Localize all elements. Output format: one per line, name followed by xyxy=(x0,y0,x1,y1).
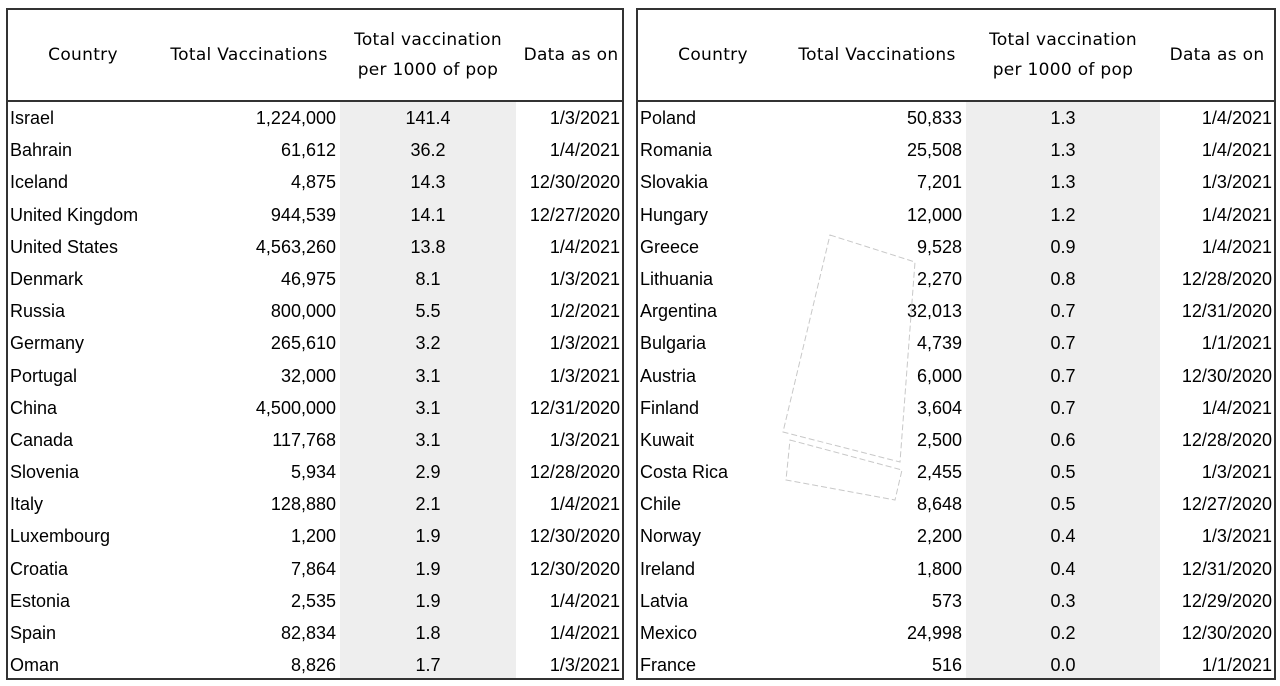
total-vaccinations-cell: 1,224,000 xyxy=(255,108,336,128)
per-1000-cell: 0.4 xyxy=(966,520,1160,552)
per-1000-cell: 0.0 xyxy=(966,649,1160,680)
country-cell: Iceland xyxy=(10,172,69,193)
date-cell: 12/28/2020 xyxy=(1181,268,1272,289)
table-row xyxy=(638,617,1274,649)
total-vaccinations-cell: 4,875 xyxy=(290,172,336,193)
per-1000-cell: 3.2 xyxy=(340,327,516,359)
total-vaccinations-cell: 4,563,260 xyxy=(255,236,336,257)
table-row xyxy=(638,360,1274,392)
per-1000-cell: 1.9 xyxy=(340,520,516,552)
table-row xyxy=(638,295,1274,327)
date-cell: 1/3/2021 xyxy=(549,365,620,386)
date-cell: 12/30/2020 xyxy=(529,526,620,547)
total-vaccinations-cell: 4,739 xyxy=(916,333,962,354)
date-cell: 1/4/2021 xyxy=(1201,236,1272,257)
table-row xyxy=(638,553,1274,585)
table-row xyxy=(8,327,622,359)
country-cell: Portugal xyxy=(10,365,78,386)
table-row xyxy=(638,520,1274,552)
country-cell: Slovakia xyxy=(640,172,709,193)
left-table-header xyxy=(8,10,622,102)
country-cell: Argentina xyxy=(640,301,718,322)
total-vaccinations-cell: 32,000 xyxy=(280,365,336,386)
per-1000-cell: 0.5 xyxy=(966,488,1160,520)
per-1000-cell: 3.1 xyxy=(340,424,516,456)
total-vaccinations-cell: 128,880 xyxy=(270,494,336,515)
date-cell: 1/1/2021 xyxy=(1201,333,1272,354)
total-vaccinations-cell: 2,455 xyxy=(916,462,962,483)
per-1000-cell: 0.7 xyxy=(966,295,1160,327)
total-vaccinations-cell: 2,200 xyxy=(916,526,962,547)
total-vaccinations-cell: 2,500 xyxy=(916,429,962,450)
total-vaccinations-cell: 50,833 xyxy=(906,108,962,128)
date-cell: 1/3/2021 xyxy=(549,429,620,450)
total-vaccinations-cell: 25,508 xyxy=(906,140,962,161)
country-cell: Romania xyxy=(640,140,713,161)
table-row xyxy=(8,231,622,263)
country-cell: Norway xyxy=(640,526,702,547)
country-cell: Israel xyxy=(10,108,55,128)
total-vaccinations-cell: 4,500,000 xyxy=(255,397,336,418)
total-vaccinations-cell: 2,270 xyxy=(916,268,962,289)
country-cell: Slovenia xyxy=(10,462,80,483)
total-vaccinations-cell: 82,834 xyxy=(280,623,336,643)
date-cell: 12/31/2020 xyxy=(529,397,620,418)
date-cell: 12/28/2020 xyxy=(529,462,620,483)
per-1000-cell: 3.1 xyxy=(340,360,516,392)
per-1000-cell: 1.3 xyxy=(966,102,1160,134)
total-vaccinations-cell: 32,013 xyxy=(906,301,962,322)
total-vaccinations-cell: 9,528 xyxy=(916,236,962,257)
per-1000-cell: 0.7 xyxy=(966,360,1160,392)
country-cell: Poland xyxy=(640,108,697,128)
table-row xyxy=(638,649,1274,680)
country-cell: Germany xyxy=(10,333,85,354)
header-per-1000 xyxy=(340,10,516,100)
country-cell: Mexico xyxy=(640,623,698,643)
per-1000-cell: 0.2 xyxy=(966,617,1160,649)
table-row xyxy=(8,360,622,392)
table-row xyxy=(638,231,1274,263)
date-cell: 1/2/2021 xyxy=(549,301,620,322)
table-row xyxy=(638,585,1274,617)
per-1000-cell: 0.9 xyxy=(966,231,1160,263)
total-vaccinations-cell: 8,826 xyxy=(290,655,336,676)
right-table-body xyxy=(638,102,1274,680)
left-table xyxy=(6,8,624,680)
left-table-body xyxy=(8,102,622,680)
country-cell: United States xyxy=(10,236,119,257)
date-cell: 1/4/2021 xyxy=(549,623,620,643)
country-cell: Costa Rica xyxy=(640,462,729,483)
date-cell: 1/4/2021 xyxy=(549,494,620,515)
per-1000-cell: 0.6 xyxy=(966,424,1160,456)
date-cell: 12/30/2020 xyxy=(529,558,620,579)
header-per-line-1: Total vaccination xyxy=(354,30,502,50)
per-1000-cell: 3.1 xyxy=(340,392,516,424)
table-row xyxy=(8,424,622,456)
per-1000-cell: 0.7 xyxy=(966,327,1160,359)
header-per-1000 xyxy=(966,10,1160,100)
date-cell: 1/4/2021 xyxy=(549,236,620,257)
header-total-vaccinations: Total Vaccinations xyxy=(798,45,956,65)
total-vaccinations-cell: 1,200 xyxy=(290,526,336,547)
per-1000-cell: 13.8 xyxy=(340,231,516,263)
header-data-as-on: Data as on xyxy=(1169,45,1265,65)
table-row xyxy=(8,295,622,327)
header-data-as-on: Data as on xyxy=(523,45,619,65)
table-row xyxy=(8,649,622,680)
total-vaccinations-cell: 516 xyxy=(931,655,962,676)
per-1000-cell: 1.9 xyxy=(340,553,516,585)
table-row xyxy=(638,488,1274,520)
per-1000-cell: 2.9 xyxy=(340,456,516,488)
country-cell: Oman xyxy=(10,655,60,676)
total-vaccinations-cell: 12,000 xyxy=(906,204,962,225)
table-row xyxy=(638,134,1274,166)
table-row xyxy=(8,488,622,520)
country-cell: Spain xyxy=(10,623,57,643)
total-vaccinations-cell: 7,201 xyxy=(916,172,962,193)
per-1000-cell: 0.5 xyxy=(966,456,1160,488)
per-1000-cell: 1.8 xyxy=(340,617,516,649)
total-vaccinations-cell: 5,934 xyxy=(290,462,336,483)
total-vaccinations-cell: 800,000 xyxy=(270,301,336,322)
date-cell: 1/4/2021 xyxy=(1201,397,1272,418)
country-cell: Kuwait xyxy=(640,429,695,450)
table-row xyxy=(638,456,1274,488)
country-cell: Ireland xyxy=(640,558,696,579)
per-1000-cell: 1.9 xyxy=(340,585,516,617)
date-cell: 12/27/2020 xyxy=(1181,494,1272,515)
header-per-line-2: per 1000 of pop xyxy=(357,60,499,80)
date-cell: 12/30/2020 xyxy=(1181,365,1272,386)
total-vaccinations-cell: 6,000 xyxy=(916,365,962,386)
table-row xyxy=(638,327,1274,359)
table-row xyxy=(8,617,622,649)
country-cell: Lithuania xyxy=(640,268,714,289)
per-1000-cell: 14.1 xyxy=(340,199,516,231)
total-vaccinations-cell: 24,998 xyxy=(906,623,962,643)
date-cell: 1/3/2021 xyxy=(1201,172,1272,193)
date-cell: 1/4/2021 xyxy=(549,140,620,161)
date-cell: 12/30/2020 xyxy=(1181,623,1272,643)
per-1000-cell: 141.4 xyxy=(340,102,516,134)
per-1000-cell: 1.3 xyxy=(966,134,1160,166)
total-vaccinations-cell: 61,612 xyxy=(280,140,336,161)
table-row xyxy=(638,263,1274,295)
total-vaccinations-cell: 573 xyxy=(931,590,962,611)
total-vaccinations-cell: 8,648 xyxy=(916,494,962,515)
table-row xyxy=(8,520,622,552)
table-row xyxy=(638,392,1274,424)
country-cell: United Kingdom xyxy=(10,204,139,225)
per-1000-cell: 2.1 xyxy=(340,488,516,520)
table-row xyxy=(638,199,1274,231)
country-cell: France xyxy=(640,655,697,676)
table-row xyxy=(638,102,1274,134)
header-per-line-1: Total vaccination xyxy=(989,30,1137,50)
total-vaccinations-cell: 944,539 xyxy=(270,204,336,225)
total-vaccinations-cell: 3,604 xyxy=(916,397,962,418)
country-cell: Bulgaria xyxy=(640,333,707,354)
header-country: Country xyxy=(48,45,118,65)
per-1000-cell: 0.7 xyxy=(966,392,1160,424)
right-table xyxy=(636,8,1276,680)
date-cell: 1/3/2021 xyxy=(549,655,620,676)
country-cell: Latvia xyxy=(640,590,689,611)
table-row xyxy=(8,166,622,198)
date-cell: 1/3/2021 xyxy=(1201,462,1272,483)
per-1000-cell: 5.5 xyxy=(340,295,516,327)
date-cell: 1/4/2021 xyxy=(549,590,620,611)
right-table-header xyxy=(638,10,1274,102)
country-cell: Greece xyxy=(640,236,700,257)
country-cell: China xyxy=(10,397,58,418)
total-vaccinations-cell: 117,768 xyxy=(272,429,336,450)
per-1000-cell: 14.3 xyxy=(340,166,516,198)
country-cell: Bahrain xyxy=(10,140,73,161)
date-cell: 12/31/2020 xyxy=(1181,301,1272,322)
table-row xyxy=(8,263,622,295)
country-cell: Estonia xyxy=(10,590,71,611)
date-cell: 12/31/2020 xyxy=(1181,558,1272,579)
per-1000-cell: 36.2 xyxy=(340,134,516,166)
country-cell: Austria xyxy=(640,365,697,386)
total-vaccinations-cell: 2,535 xyxy=(290,590,336,611)
per-1000-cell: 1.7 xyxy=(340,649,516,680)
country-cell: Finland xyxy=(640,397,700,418)
per-1000-cell: 1.2 xyxy=(966,199,1160,231)
date-cell: 1/4/2021 xyxy=(1201,140,1272,161)
header-total-vaccinations: Total Vaccinations xyxy=(170,45,328,65)
date-cell: 12/28/2020 xyxy=(1181,429,1272,450)
table-row xyxy=(8,585,622,617)
date-cell: 12/27/2020 xyxy=(529,204,620,225)
date-cell: 1/4/2021 xyxy=(1201,204,1272,225)
header-per-line-2: per 1000 of pop xyxy=(992,60,1134,80)
table-row xyxy=(8,134,622,166)
date-cell: 12/30/2020 xyxy=(529,172,620,193)
country-cell: Denmark xyxy=(10,268,84,289)
total-vaccinations-cell: 46,975 xyxy=(280,268,336,289)
date-cell: 12/29/2020 xyxy=(1181,590,1272,611)
country-cell: Hungary xyxy=(640,204,709,225)
table-row xyxy=(8,102,622,134)
country-cell: Italy xyxy=(10,494,44,515)
country-cell: Canada xyxy=(10,429,74,450)
date-cell: 1/1/2021 xyxy=(1201,655,1272,676)
header-country: Country xyxy=(678,45,748,65)
table-row xyxy=(8,456,622,488)
country-cell: Chile xyxy=(640,494,682,515)
total-vaccinations-cell: 265,610 xyxy=(270,333,336,354)
country-cell: Croatia xyxy=(10,558,69,579)
per-1000-cell: 0.4 xyxy=(966,553,1160,585)
per-1000-cell: 0.8 xyxy=(966,263,1160,295)
table-row xyxy=(638,166,1274,198)
table-row xyxy=(638,424,1274,456)
date-cell: 1/4/2021 xyxy=(1201,108,1272,128)
total-vaccinations-cell: 1,800 xyxy=(916,558,962,579)
date-cell: 1/3/2021 xyxy=(549,333,620,354)
country-cell: Russia xyxy=(10,301,66,322)
table-row xyxy=(8,553,622,585)
table-row xyxy=(8,392,622,424)
per-1000-cell: 8.1 xyxy=(340,263,516,295)
total-vaccinations-cell: 7,864 xyxy=(290,558,336,579)
country-cell: Luxembourg xyxy=(10,526,111,547)
date-cell: 1/3/2021 xyxy=(1201,526,1272,547)
date-cell: 1/3/2021 xyxy=(549,108,620,128)
table-row xyxy=(8,199,622,231)
date-cell: 1/3/2021 xyxy=(549,268,620,289)
per-1000-cell: 0.3 xyxy=(966,585,1160,617)
per-1000-cell: 1.3 xyxy=(966,166,1160,198)
